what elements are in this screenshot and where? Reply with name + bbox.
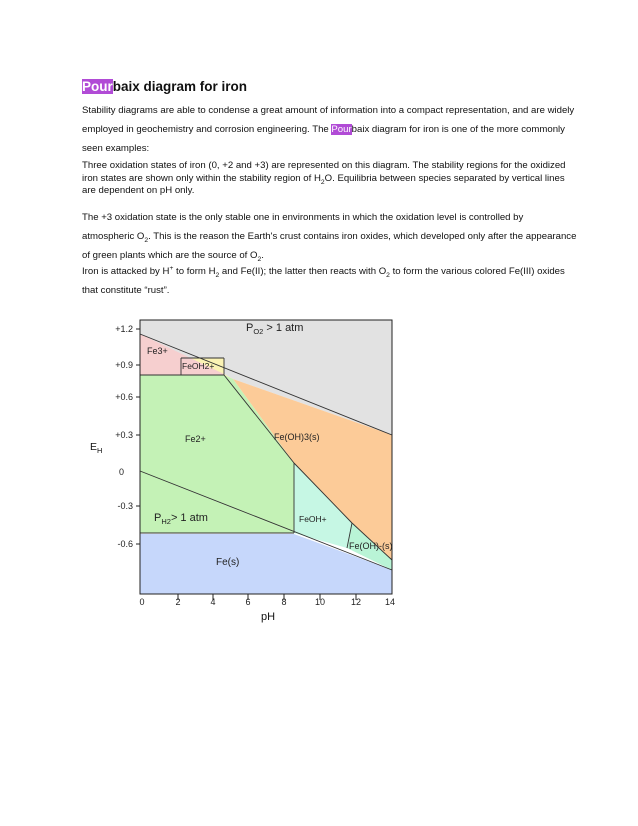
x-tick-label: 14 <box>384 597 396 607</box>
page-title <box>82 79 247 94</box>
p3-text-c: . <box>261 250 264 261</box>
p2-text-b: O. Equilibria between species separated by vertical lines are dependent on pH only. <box>82 172 565 196</box>
x-tick-label: 12 <box>350 597 362 607</box>
x-tick-label: 6 <box>245 597 251 607</box>
feoh3-minus-label: Fe(OH)-(s) <box>349 541 393 551</box>
p3-sub1: 2 <box>144 236 149 244</box>
feoh2-label: FeOH2+ <box>182 361 215 371</box>
x-tick-label: 10 <box>314 597 326 607</box>
x-tick-label: 4 <box>210 597 216 607</box>
title-rest: baix diagram for iron <box>112 79 248 94</box>
fe2-label: Fe2+ <box>185 434 206 444</box>
x-tick-label: 2 <box>175 597 181 607</box>
y-tick-label: +0.9 <box>115 360 133 370</box>
x-tick-label: 8 <box>281 597 287 607</box>
fe3-label: Fe3+ <box>147 346 168 356</box>
y-tick-label: -0.6 <box>117 539 133 549</box>
y-tick-label: +0.3 <box>115 430 133 440</box>
p4-text-d: to form the various colored Fe(III) oxides that constitute “rust”. <box>82 266 565 296</box>
title-highlight: Pour <box>82 79 113 94</box>
p1-text-b: baix diagram for iron is one of the more commonly seen examples: <box>82 124 565 154</box>
p4-text-a: Iron is attacked by H <box>82 266 170 277</box>
y-tick-label: 0 <box>118 467 124 477</box>
intro-paragraph <box>82 101 577 158</box>
p4-text-c: and Fe(II); the latter then reacts with O <box>219 266 387 277</box>
x-tick-label: 0 <box>139 597 145 607</box>
fe-s-label: Fe(s) <box>216 557 240 568</box>
p1-highlight: Pour <box>331 124 352 135</box>
feoh-plus-label: FeOH+ <box>299 514 327 524</box>
p1-text-a: Stability diagrams are able to condense a great amount of information into a compact representation, and are widely employed in geochemistry and corrosion engineering. The <box>82 105 575 135</box>
x-ticks <box>139 594 395 607</box>
y-ticks <box>115 324 140 549</box>
p4-sub2: 2 <box>386 271 390 279</box>
rust-paragraph <box>82 262 577 300</box>
p3-text-a: The +3 oxidation state is the only stable one in environments in which the oxidation level is controlled by atmospheric O <box>82 212 524 242</box>
p2-sub: 2 <box>320 178 325 186</box>
oxidation-paragraph <box>82 160 577 198</box>
y-tick-label: -0.3 <box>117 501 133 511</box>
y-tick-label: +1.2 <box>115 324 133 334</box>
p2-text-a: Three oxidation states of iron (0, +2 and +3) are represented on this diagram. The stability regions for the oxidized iron states are shown only within the stability region of H <box>82 160 566 184</box>
atmospheric-paragraph <box>82 208 577 265</box>
po2-label: $P_{O2} > 1$ atm <box>246 322 304 336</box>
p4-text-b: to form H <box>173 266 216 277</box>
x-axis-label: pH <box>260 611 276 623</box>
y-axis-label: $E_H$ <box>90 441 103 455</box>
p4-sub1: 2 <box>215 271 220 279</box>
ph2-label: $P_{H2}> 1$ atm <box>154 512 208 526</box>
p3-text-b: . This is the reason the Earth's crust contains iron oxides, which developed only after the appearance of green plants which are the source of O <box>82 231 577 261</box>
y-tick-label: +0.6 <box>115 392 133 402</box>
pourbaix-diagram <box>82 298 402 628</box>
feoh3-label: Fe(OH)3(s) <box>274 432 320 442</box>
pourbaix-figure <box>82 298 402 633</box>
p3-sub2: 2 <box>257 255 262 263</box>
p4-sup: + <box>169 264 174 272</box>
